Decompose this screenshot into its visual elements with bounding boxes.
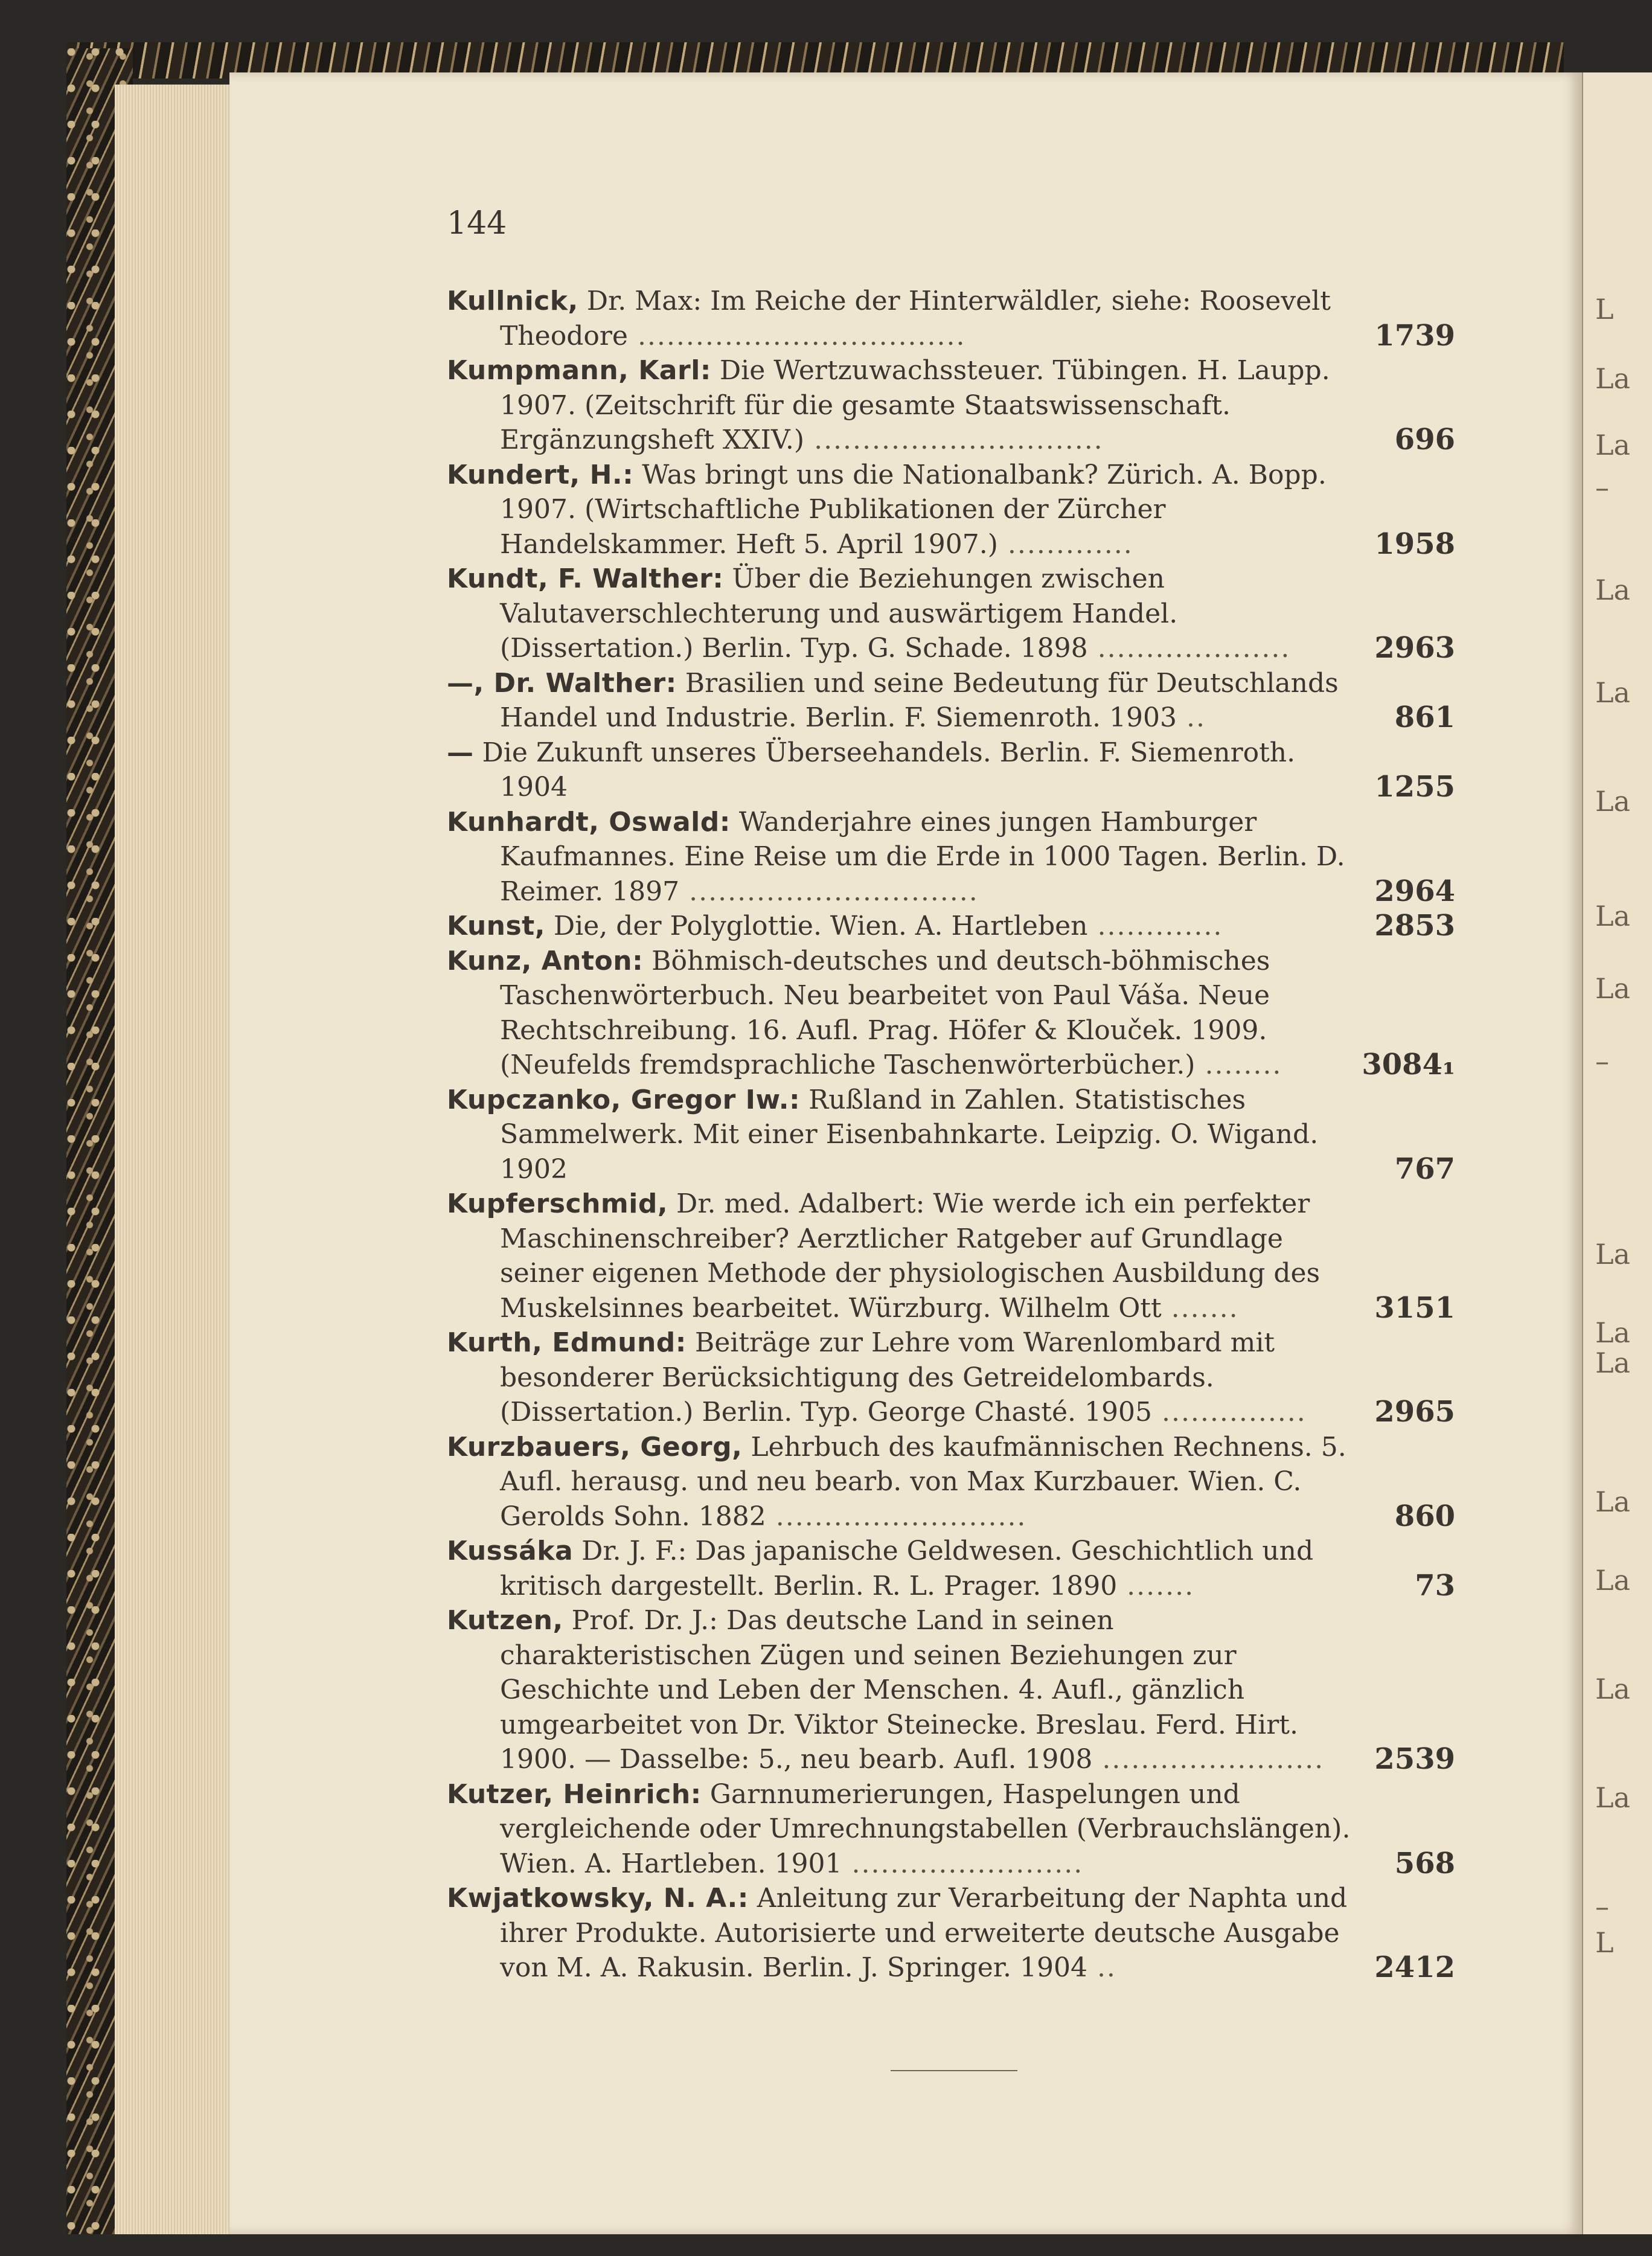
entry-number: 696 (1394, 423, 1455, 457)
entry-heading: — (447, 737, 474, 768)
list-item (447, 1083, 1455, 1187)
list-item: —, Dr. Walther: Brasilien und seine Bedeutung für Deutschlands Handel und Industrie. Berlin. F. Siemenroth. 1903 .. 861 (447, 667, 1455, 734)
fragment: La (1595, 429, 1630, 461)
list-item: Kullnick, Dr. Max: Im Reiche der Hinterwäldler, siehe: Roosevelt Theodore .................................. 1739 (447, 286, 1455, 353)
entry-heading: Kunst, (447, 911, 545, 941)
entry-heading: Kullnick, (447, 286, 578, 316)
entry-text: Brasilien und seine Bedeutung für Deutschlands Handel und Industrie. Berlin. F. Siemenroth. 1903 (500, 667, 1339, 733)
entry-number: 73 (1415, 1568, 1455, 1603)
entry-number: 767 (1394, 1152, 1455, 1186)
entry-text: Rußland in Zahlen. Statistisches Sammelwerk. Mit einer Eisenbahnkarte. Leipzig. O. Wigand. 1902 (500, 1084, 1319, 1185)
entry-text: Garnnumerierungen, Haspelungen und vergleichende oder Umrechnungstabellen (Verbrauchslängen). Wien. A. Hartleben. 1901 (500, 1778, 1351, 1879)
entry-heading: Kunz, Anton: (447, 945, 644, 976)
fragment: L (1595, 293, 1614, 325)
entry-heading: Kussáka (447, 1536, 574, 1566)
entry-number: 2412 (1374, 1950, 1455, 1984)
fragment: La (1595, 1673, 1630, 1705)
entry-number: 2965 (1374, 1395, 1455, 1429)
fragment: L (1595, 1926, 1614, 1959)
list-item: Kundert, H.: Was bringt uns die Nationalbank? Zürich. A. Bopp. 1907. (Wirtschaftliche Publikationen der Zürcher Handelskammer. Heft 5. April 1907.) ............. 1958 (447, 459, 1455, 561)
entry-number: 1255 (1374, 770, 1455, 804)
entry-text: Die Zukunft unseres Überseehandels. Berlin. F. Siemenroth. 1904 (473, 737, 1296, 803)
entry-heading: Kutzen, (447, 1605, 563, 1636)
list-item (447, 735, 1455, 805)
fragment: – (1595, 1045, 1609, 1077)
entry-text: Prof. Dr. J.: Das deutsche Land in seinen charakteristischen Zügen und seinen Beziehungen zur Geschichte und Leben der Menschen. 4. Aufl., gänzlich umgearbeitet von Dr. Viktor Steinecke. Breslau. Ferd. Hirt. 1900. — Dasselbe: 5., neu bearb. Aufl. 1908 (500, 1605, 1298, 1775)
end-rule (891, 2070, 1017, 2071)
list-item: Kupferschmid, Dr. med. Adalbert: Wie werde ich ein perfekter Maschinenschreiber? Aerztlicher Ratgeber auf Grundlage seiner eigenen Methode der physiologischen Ausbildung des Muskelsinnes bearbeitet. Würzburg. Wilhelm Ott ....... 3151 (447, 1188, 1455, 1325)
entry-heading: Kupczanko, Gregor Iw.: (447, 1084, 801, 1115)
list-item: Kutzen, Prof. Dr. J.: Das deutsche Land in seinen charakteristischen Zügen und seinen Beziehungen zur Geschichte und Leben der Menschen. 4. Aufl., gänzlich umgearbeitet von Dr. Viktor Steinecke. Breslau. Ferd. Hirt. 1900. — Dasselbe: 5., neu bearb. Aufl. 1908 ....................... 2539 (447, 1605, 1455, 1776)
entry-heading: Kurth, Edmund: (447, 1327, 687, 1358)
fragment: La (1595, 1347, 1630, 1379)
entry-text: Beiträge zur Lehre vom Warenlombard mit besonderer Berücksichtigung des Getreidelombards. (Dissertation.) Berlin. Typ. George Chasté. 1905 (500, 1327, 1275, 1428)
entry-text: Böhmisch-deutsches und deutsch-böhmisches Taschenwörterbuch. Neu bearbeitet von Paul Váša. Neue Rechtschreibung. 16. Aufl. Prag. Höfer & Klouček. 1909. (Neufelds fremdsprachliche Taschenwörterbücher.) (500, 945, 1270, 1080)
entry-text: Dr. J. F.: Das japanische Geldwesen. Geschichtlich und kritisch dargestellt. Berlin. R. L. Prager. 1890 (500, 1536, 1314, 1601)
list-item: Kunhardt, Oswald: Wanderjahre eines jungen Hamburger Kaufmannes. Eine Reise um die Erde in 1000 Tagen. Berlin. D. Reimer. 1897 .............................. 2964 (447, 806, 1455, 908)
entry-number: 2853 (1374, 909, 1455, 943)
fragment: La (1595, 1485, 1630, 1518)
entry-text: Wanderjahre eines jungen Hamburger Kaufmannes. Eine Reise um die Erde in 1000 Tagen. Berlin. D. Reimer. 1897 (500, 806, 1345, 907)
page-edges (115, 85, 235, 2234)
entry-heading: Kumpmann, Karl: (447, 355, 711, 386)
entry-heading: Kutzer, Heinrich: (447, 1778, 702, 1810)
entry-heading: —, Dr. Walther: (447, 667, 677, 699)
entry-number: 3084₁ (1362, 1048, 1455, 1082)
list-item: Kussáka Dr. J. F.: Das japanische Geldwesen. Geschichtlich und kritisch dargestellt. Berlin. R. L. Prager. 1890 ....... 73 (447, 1536, 1455, 1603)
entry-text: Anleitung zur Verarbeitung der Naphta und ihrer Produkte. Autorisierte und erweiterte deutsche Ausgabe von M. A. Rakusin. Berlin. J. Springer. 1904 (500, 1883, 1348, 1983)
entry-text: Lehrbuch des kaufmännischen Rechnens. 5. Aufl. herausg. und neu bearb. von Max Kurzbauer. Wien. C. Gerolds Sohn. 1882 (500, 1431, 1346, 1532)
entry-number: 3151 (1374, 1290, 1455, 1325)
entry-text: Dr. Max: Im Reiche der Hinterwäldler, siehe: Roosevelt Theodore (500, 286, 1331, 351)
list-item: Kurzbauers, Georg, Lehrbuch des kaufmännischen Rechnens. 5. Aufl. herausg. und neu bearb. von Max Kurzbauer. Wien. C. Gerolds Sohn. 1882 .......................... 860 (447, 1431, 1455, 1533)
list-item: Kurth, Edmund: Beiträge zur Lehre vom Warenlombard mit besonderer Berücksichtigung des Getreidelombards. (Dissertation.) Berlin. Typ. George Chasté. 1905 ............... 2965 (447, 1327, 1455, 1429)
page-number: 144 (447, 205, 507, 242)
entry-text: Was bringt uns die Nationalbank? Zürich. A. Bopp. 1907. (Wirtschaftliche Publikationen der Zürcher Handelskammer. Heft 5. April 1907.) (500, 459, 1327, 560)
entry-text: Dr. med. Adalbert: Wie werde ich ein perfekter Maschinenschreiber? Aerztlicher Ratgeber auf Grundlage seiner eigenen Methode der physiologischen Ausbildung des Muskelsinnes bearbeitet. Würzburg. Wilhelm Ott (500, 1188, 1321, 1324)
entry-text: Über die Beziehungen zwischen Valutaverschlechterung und auswärtigem Handel. (Dissertation.) Berlin. Typ. G. Schade. 1898 (500, 563, 1178, 664)
entry-heading: Kundt, F. Walther: (447, 563, 724, 594)
list-item: Kunst, Die, der Polyglottie. Wien. A. Hartleben ............. 2853 (447, 909, 1455, 943)
fragment: – (1595, 471, 1609, 504)
entry-number: 1739 (1374, 318, 1455, 353)
list-item: Kunz, Anton: Böhmisch-deutsches und deutsch-böhmisches Taschenwörterbuch. Neu bearbeitet von Paul Váša. Neue Rechtschreibung. 16. Aufl. Prag. Höfer & Klouček. 1909. (Neufelds fremdsprachliche Taschenwörterbücher.) ........ 3084₁ (447, 945, 1455, 1082)
list-item: Kutzer, Heinrich: Garnnumerierungen, Haspelungen und vergleichende oder Umrechnungstabellen (Verbrauchslängen). Wien. A. Hartleben. 1901 ........................ 568 (447, 1778, 1455, 1880)
entry-heading: Kundert, H.: (447, 459, 634, 490)
entry-number: 1958 (1374, 527, 1455, 561)
entry-number: 861 (1394, 700, 1455, 734)
entry-text: Die Wertzuwachssteuer. Tübingen. H. Laupp. 1907. (Zeitschrift für die gesamte Staatswissenschaft. Ergänzungsheft XXIV.) (500, 355, 1330, 455)
fragment: La (1595, 1238, 1630, 1271)
fragment: La (1595, 1781, 1630, 1814)
list-item: Kumpmann, Karl: Die Wertzuwachssteuer. Tübingen. H. Laupp. 1907. (Zeitschrift für die gesamte Staatswissenschaft. Ergänzungsheft XXIV.) .............................. 696 (447, 355, 1455, 457)
fragment: La (1595, 972, 1630, 1005)
entry-heading: Kunhardt, Oswald: (447, 806, 731, 838)
entry-number: 568 (1394, 1846, 1455, 1880)
fragment: La (1595, 574, 1630, 606)
fragment: La (1595, 785, 1630, 818)
fragment: La (1595, 1564, 1630, 1597)
list-item: Kundt, F. Walther: Über die Beziehungen zwischen Valutaverschlechterung und auswärtigem Handel. (Dissertation.) Berlin. Typ. G. Schade. 1898 .................... 2963 (447, 563, 1455, 665)
fragment: – (1595, 1890, 1609, 1923)
entry-number: 2539 (1374, 1742, 1455, 1776)
fragment: La (1595, 1316, 1630, 1349)
bibliography-list (447, 284, 1455, 1985)
entry-heading: Kurzbauers, Georg, (447, 1431, 743, 1463)
entry-text: Die, der Polyglottie. Wien. A. Hartleben (545, 911, 1088, 941)
entry-heading: Kwjatkowsky, N. A.: (447, 1883, 749, 1914)
entry-number: 2963 (1374, 631, 1455, 665)
fragment: La (1595, 900, 1630, 932)
fragment: La (1595, 362, 1630, 395)
entry-heading: Kupferschmid, (447, 1188, 668, 1219)
facing-page-edge (1582, 72, 1652, 2234)
fragment: La (1595, 676, 1630, 709)
list-item: Kwjatkowsky, N. A.: Anleitung zur Verarbeitung der Naphta und ihrer Produkte. Autorisierte und erweiterte deutsche Ausgabe von M. A. Rakusin. Berlin. J. Springer. 1904 .. 2412 (447, 1883, 1455, 1984)
entry-number: 860 (1394, 1499, 1455, 1533)
entry-number: 2964 (1374, 874, 1455, 908)
